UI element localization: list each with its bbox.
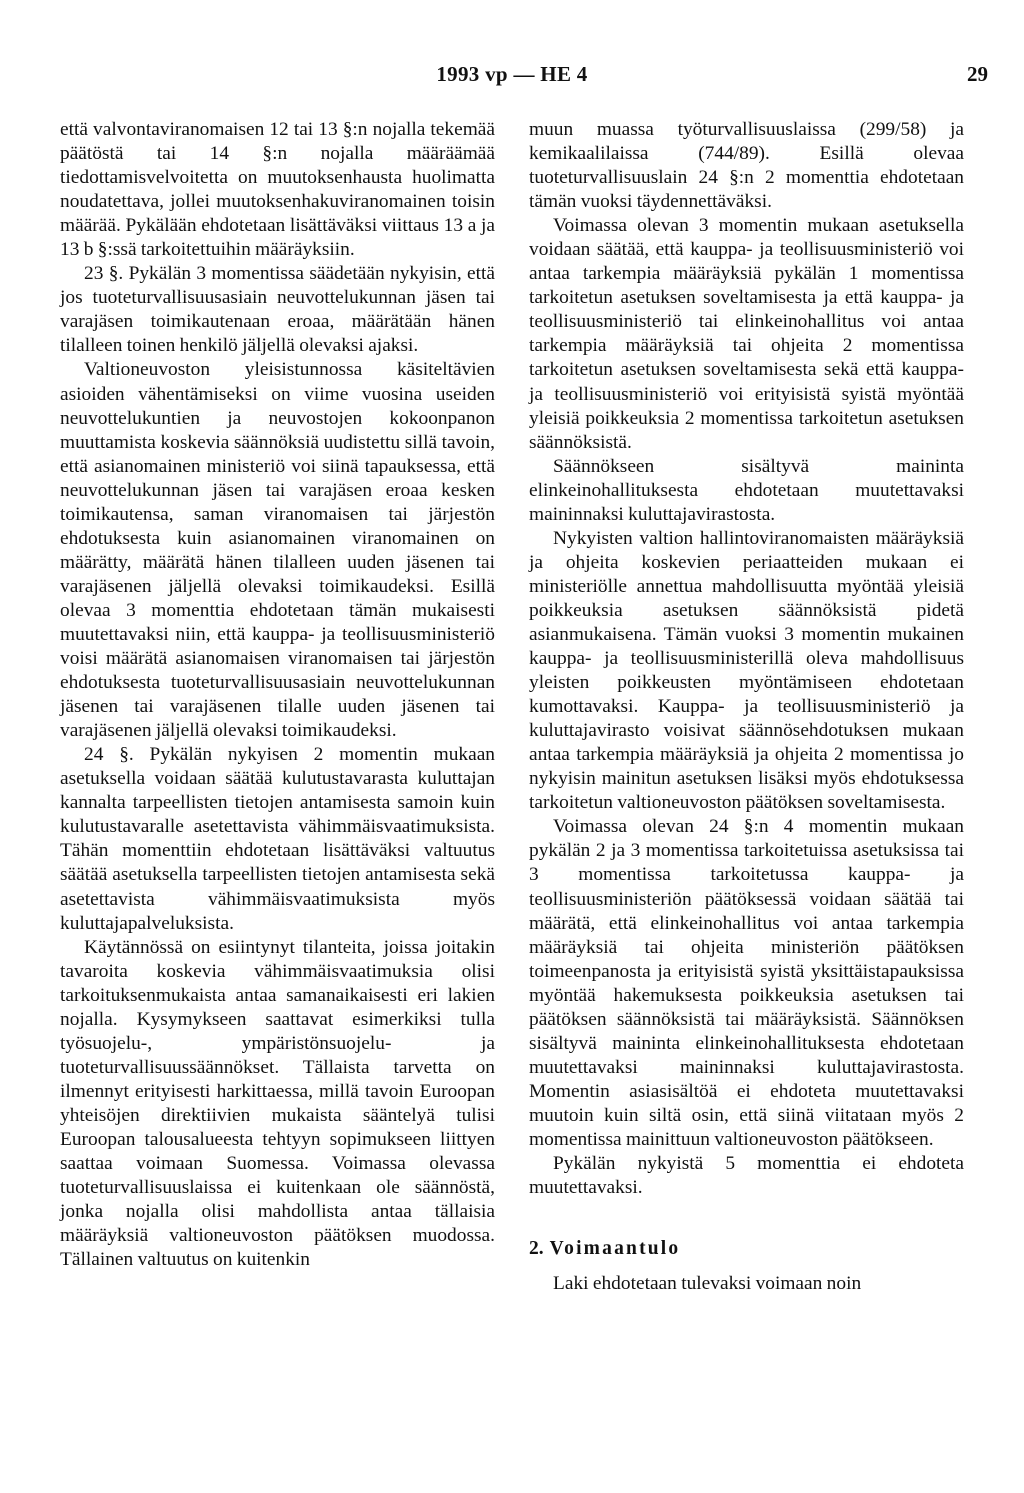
section-title: Voimaantulo [549, 1238, 681, 1260]
paragraph: Nykyisten valtion hallintoviranomaisten määräyksiä ja ohjeita koskevien periaatteiden mukaan ei ministeriölle annettua mahdollisuutta myöntää yleisiä poikkeuksia asetuksen säännöksistä pidetä asianmukaisena. Tämän vuoksi 3 momentin mukainen kauppa- ja teollisuusministerillä oleva mahdollisuus yleisten poikkeusten myöntämiseen ehdotetaan kumottavaksi. Kauppa- ja teollisuusministeriö ja kuluttajavirasto voisivat säännösehdotuksen mukaan antaa tarkempia määräyksiä ja ohjeita 2 momentissa jo nykyisin mainitun asetuksen lisäksi myös ehdotuksessa tarkoitetun valtioneuvoston päätöksen soveltamisesta. [529, 527, 964, 814]
paragraph: Valtioneuvoston yleisistunnossa käsiteltävien asioiden vähentämiseksi on viime vuosina useiden neuvottelukuntien ja neuvostojen kokoonpanon muuttamista koskevia säännöksiä uudistettu sillä tavoin, että asianomainen ministeriö voi siinä tapauksessa, että neuvottelukunnan jäsen tai varajäsen eroaa kesken toimikautensa, saman viranomaisen tai järjestön ehdotuksesta kuin asianomainen viranomainen on määrätty, määrätä hänen tilalleen uuden jäsenen tai varajäsenen jäljellä olevaksi toimikaudeksi. Esillä olevaa 3 momenttia ehdotetaan tämän mukaisesti muutettavaksi niin, että kauppa- ja teollisuusministeriö voisi määrätä asianomaisen viranomaisen tai järjestön ehdotuksesta tuoteturvallisuusasiain neuvottelukunnan jäsenen tai varajäsenen tilalle uuden jäsenen tai varajäsenen jäljellä olevaksi toimikaudeksi. [60, 359, 495, 742]
right-column [529, 118, 964, 1296]
paragraph: Pykälän nykyistä 5 momenttia ei ehdoteta muutettavaksi. [529, 1153, 964, 1199]
paragraph: Säännökseen sisältyvä maininta elinkeinohallituksesta ehdotetaan muutettavaksi maininnaksi kuluttajavirastosta. [529, 455, 964, 525]
section-number: 2. [529, 1238, 544, 1260]
left-column [60, 118, 495, 1272]
section-heading [529, 1238, 964, 1260]
paragraph: Laki ehdotetaan tulevaksi voimaan noin [553, 1273, 862, 1295]
paragraph: muun muassa työturvallisuuslaissa (299/58) ja kemikaalilaissa (744/89). Esillä olevaa tuoteturvallisuuslain 24 §:n 2 momenttia ehdotetaan tämän vuoksi täydennettäväksi. [529, 119, 964, 213]
page-number: 29 [967, 62, 988, 86]
paragraph: 24 §. Pykälän nykyisen 2 momentin mukaan asetuksella voidaan säätää kulutustavarasta kuluttajan kannalta tarpeellisten tietojen antamisesta samoin kuin kulutustavaralle asetettavista vähimmäisvaatimuksista. Tähän momenttiin ehdotetaan lisättäväksi valtuutus säätää asetuksella tarpeellisten tietojen antamisesta sekä asetettavista vähimmäisvaatimuksista myös kuluttajapalveluksista. [60, 744, 495, 934]
paragraph: Voimassa olevan 24 §:n 4 momentin mukaan pykälän 2 ja 3 momentissa tarkoitetuissa asetuksissa tai 3 momentissa tarkoitetussa kauppa- ja teollisuusministeriön päätöksessä voidaan säätää tai määrätä, että elinkeinohallitus voi antaa tarkempia määräyksiä tai ohjeita ministeriön päätöksen toimeenpanosta ja erityisistä syistä yksittäistapauksissa myöntää hakemuksesta poikkeuksia asetuksen tai päätöksen säännöksistä tai määräyksistä. Säännöksen sisältyvä maininta elinkeinohallituksesta ehdotetaan muutettavaksi maininnaksi kuluttajavirastosta. Momentin asiasisältöä ei ehdoteta muutettavaksi muutoin kuin siltä osin, että siinä viitataan myös 2 momentissa mainittuun valtioneuvoston päätökseen. [529, 816, 964, 1150]
paragraph: Käytännössä on esiintynyt tilanteita, joissa joitakin tavaroita koskevia vähimmäisvaatimuksia olisi tarkoituksenmukaista antaa samanaikaisesti eri lakien nojalla. Kysymykseen saattavat esimerkiksi tulla työsuojelu-, ympäristönsuojelu- ja tuoteturvallisuussäännökset. Tällaista tarvetta on ilmennyt erityisesti harkittaessa, millä tavoin Euroopan yhteisöjen direktiivien mukaista sääntelyä tulisi Euroopan talousalueesta tehtyyn sopimukseen liittyen saattaa voimaan Suomessa. Voimassa olevassa tuoteturvallisuuslaissa ei kuitenkaan ole säännöstä, jonka nojalla olisi mahdollista antaa tällaisia määräyksiä valtioneuvoston päätöksen muodossa. Tällainen valtuutus on kuitenkin [60, 936, 495, 1271]
running-header: 1993 vp — HE 4 [436, 62, 588, 86]
paragraph: 23 §. Pykälän 3 momentissa säädetään nykyisin, että jos tuoteturvallisuusasiain neuvottelukunnan jäsen tai varajäsen toimikautenaan eroaa, määrätään hänen tilalleen toinen henkilö jäljellä olevaksi ajaksi. [60, 263, 495, 357]
paragraph: että valvontaviranomaisen 12 tai 13 §:n nojalla tekemää päätöstä tai 14 §:n nojalla määräämää tiedottamisvelvoitetta on muutoksenhausta huolimatta noudatettava, jollei muutoksenhakuviranomainen toisin määrää. Pykälään ehdotetaan lisättäväksi viittaus 13 a ja 13 b §:ssä tarkoitettuihin määräyksiin. [60, 119, 495, 261]
paragraph: Voimassa olevan 3 momentin mukaan asetuksella voidaan säätää, että kauppa- ja teollisuusministeriö voi antaa tarkempia määräyksiä pykälän 1 momentissa tarkoitetun asetuksen soveltamisesta ja että kauppa- ja teollisuusministeriö tai elinkeinohallitus voi antaa tarkempia määräyksiä tai ohjeita 2 momentissa tarkoitetun asetuksen soveltamisesta sekä että kauppa- ja teollisuusministeriö voi erityisistä syistä myöntää yleisiä poikkeuksia 2 momentissa tarkoitetun asetuksen säännöksistä. [529, 215, 964, 453]
